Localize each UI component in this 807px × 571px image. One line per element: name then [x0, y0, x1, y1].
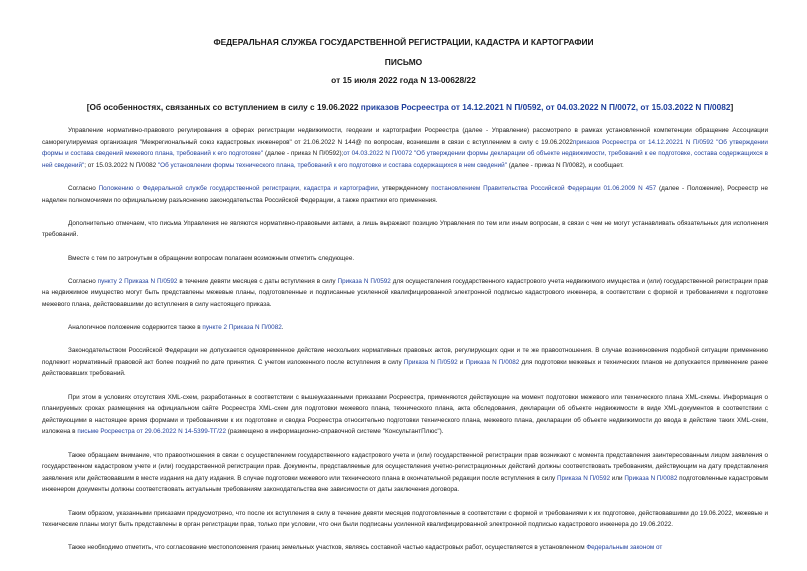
- document-body: [42, 125, 768, 566]
- text: Согласно: [68, 277, 98, 285]
- text: для подготовки межевых и технических планов не допускается применение ранее действовавших требований.: [42, 358, 768, 378]
- paragraph-3: Дополнительно отмечаем, что письма Управления не являются нормативно-правовыми актами, а лишь выражают позицию Управления по тем или иным вопросам, в связи с чем не могут устанавливать обязательных для исполнения требований.: [42, 219, 768, 239]
- text: Согласно: [68, 184, 99, 192]
- order-p0592-link[interactable]: приказов Росреестра от 14.12.20221 N П/0592 "Об утверждении формы и состава сведений межевого плана, требований к его подготовке": [42, 138, 768, 158]
- rosreestr-letter-link[interactable]: письме Росреестра от 29.06.2022 N 14-5399-ТГ/22: [77, 428, 226, 436]
- order-p0082-link[interactable]: "Об установлении формы технического плана, требований к его подготовке и состава содержащихся в нем сведений": [157, 161, 507, 169]
- text: .: [281, 324, 284, 332]
- text: (далее - Положение), Росреестр не наделен полномочиями по официальному разъяснению законодательства Российской Федерации, а также практики его применения.: [42, 184, 768, 204]
- paragraph-4: Вместе с тем по затронутым в обращении вопросам полагаем возможным отметить следующее.: [68, 254, 355, 262]
- paragraph-9: [42, 450, 768, 496]
- text: Также необходимо отметить, что согласование местоположения границ земельных участков, являясь составной частью кадастровых работ, осуществляется в установленном: [68, 544, 587, 552]
- document-type: ПИСЬМО: [384, 57, 423, 67]
- document-subject: [55, 102, 765, 112]
- text: или: [610, 474, 625, 482]
- text: и: [457, 358, 466, 366]
- text: (размещено в информационно-справочной системе "КонсультантПлюс").: [226, 428, 444, 436]
- text: для осуществления государственного кадастрового учета недвижимого имущества и (или) государственной регистрации прав на недвижимое имущество могут быть представлены межевые планы, подготовленные и подписанные усиленной квалифицированной электронной подписью кадастрового инженера, в соответствии с формой и требованиями к подготовке межевого плана, действовавшими до вступления в силу настоящего приказа.: [42, 277, 769, 308]
- subject-orders-link[interactable]: приказов Росреестра от 14.12.2021 N П/0592, от 04.03.2022 N П/0072, от 15.03.2022 N П/0082: [360, 102, 731, 112]
- text: (далее - приказ N П/0592);: [263, 150, 344, 158]
- order-p0082-clause2-link[interactable]: пункте 2 Приказа N П/0082: [202, 324, 282, 332]
- text: Также обращаем внимание, что правоотношения в связи с осуществлением государственного кадастрового учета и (или) государственной регистрации прав возникают с момента представления заинтересованным лицом заявления о государственном кадастровом учете и (или) государственной регистрации прав. Документы, представляемые для осуществления учетно-регистрационных действий должны соответствовать требованиям, действующим на дату представления заявления или действовавшим в месте издания на дату издания. В случае подготовки межевого или технического плана в окончательной редакции после вступления в силу: [42, 451, 768, 482]
- paragraph-2: [42, 183, 768, 206]
- paragraph-10: Таким образом, указанными приказами предусмотрено, что после их вступления в силу в течение девяти месяцев подготовленные в соответствии с формой и требованиями к их подготовке, действовавшими до 19.06.2022, межевые и технические планы могут быть представлены в орган регистрации прав, только при условии, что они были подписаны усиленной квалифицированной электронной подписью кадастрового инженера до 19.06.2022.: [42, 509, 768, 529]
- order-p0082-link-3[interactable]: Приказа N П/0082: [624, 474, 678, 482]
- paragraph-11: [42, 542, 768, 554]
- subject-suffix: ]: [730, 102, 734, 112]
- agency-title: ФЕДЕРАЛЬНАЯ СЛУЖБА ГОСУДАРСТВЕННОЙ РЕГИСТРАЦИИ, КАДАСТРА И КАРТОГРАФИИ: [213, 37, 594, 47]
- paragraph-7: [42, 345, 768, 380]
- paragraph-5: [42, 276, 768, 311]
- text: Законодательством Российской Федерации не допускается одновременное действие нескольких нормативных правовых актов, регулирующих одни и те же правоотношения. В случае возникновения подобной ситуации применению подлежит нормативный правовой акт более поздний по дате принятия. С учетом изложенного после вступления в силу: [42, 347, 768, 366]
- regulation-link[interactable]: Положению о Федеральной службе государственной регистрации, кадастра и картографии: [98, 184, 378, 192]
- text: (далее - приказ N П/0082), и сообщает.: [506, 161, 624, 169]
- order-p0082-link-2[interactable]: Приказа N П/0082: [465, 358, 520, 366]
- text: При этом в условиях отсутствия XML-схем, разработанных в соответствии с вышеуказанными приказами Росреестра, применяются действующие на момент подготовки межевого или технического плана XML-схемы. Информация о планируемых сроках размещения на официальном сайте Росреестра XML-схем для подготовки межевого плана, технического плана, акта обследования, декларации об объекте недвижимости в виде XML-документов в соответствии с действующими в настоящее время формами и требованиями к их подготовке и сводка Росреестра относительно подготовки технического плана, межевого плана, декларации об объекте недвижимости до ввода в действие таких XML-схем, изложена в: [42, 393, 768, 436]
- government-decree-link[interactable]: постановлением Правительства Российской Федерации 01.06.2009 N 457: [431, 184, 657, 192]
- text: Аналогичное положение содержится также в: [68, 324, 203, 332]
- order-p0592-link-3[interactable]: Приказа N П/0592: [403, 358, 458, 366]
- text: подготовленные кадастровым инженером документы должны соответствовать актуальным требованиям законодательства вне зависимости от даты заключения договора.: [42, 474, 769, 494]
- paragraph-8: [42, 392, 768, 438]
- paragraph-6: [42, 322, 768, 334]
- text: Управление нормативно-правового регулирования в сферах регистрации недвижимости, геодезии и картографии Росреестра (далее - Управление) рассмотрело в рамках установленной компетенции обращение Ассоциации саморегулируемая организация "Межрегиональный союз кадастровых инженеров" от 21.06.2022 N 144@ по вопросам, возникшим в связи с вступлением в силу с 19.06.2022: [42, 127, 768, 146]
- text: , утвержденному: [377, 184, 432, 192]
- order-p0592-clause2-link[interactable]: пункту 2 Приказа N П/0592: [97, 277, 178, 285]
- text: ; от 15.03.2022 N П/0082: [84, 161, 158, 169]
- subject-prefix: [Об особенностях, связанных со вступлением в силу с 19.06.2022: [86, 102, 361, 112]
- order-p0072-link[interactable]: от 04.03.2022 N П/0072 "Об утверждении формы декларации об объекте недвижимости, требований к ее подготовке, состава содержащихся в ней сведений": [42, 150, 768, 169]
- order-p0592-link-2[interactable]: Приказа N П/0592: [337, 277, 391, 285]
- paragraph-1: [42, 125, 768, 171]
- federal-law-link[interactable]: Федеральным законом от: [586, 544, 663, 552]
- document-date-number: от 15 июля 2022 года N 13-00628/22: [331, 75, 476, 85]
- text: в течение девяти месяцев с даты вступления в силу: [177, 277, 338, 285]
- order-p0592-link-4[interactable]: Приказа N П/0592: [557, 474, 611, 482]
